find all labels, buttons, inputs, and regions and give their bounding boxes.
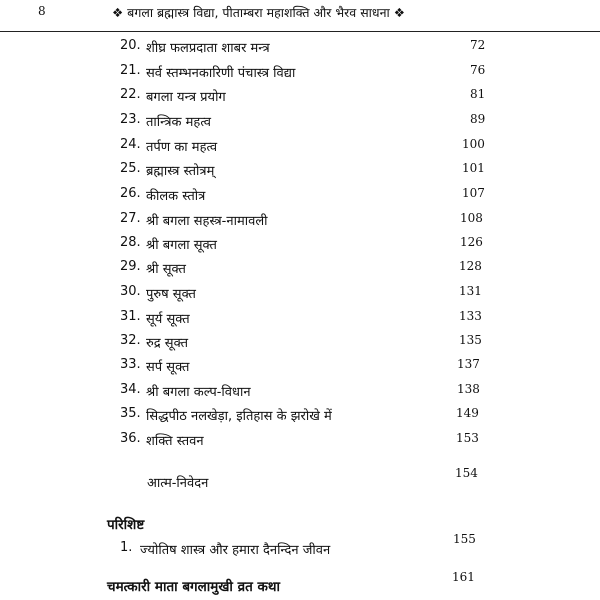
entry-page: 135 xyxy=(459,333,482,347)
toc-entry xyxy=(0,284,600,304)
entry-page: 81 xyxy=(470,87,486,101)
entry-page: 108 xyxy=(460,211,483,225)
toc-entry xyxy=(0,186,600,206)
entry-number: 29. xyxy=(120,259,141,274)
entry-title: तान्त्रिक महत्व xyxy=(146,115,212,130)
entry-page: 107 xyxy=(462,186,485,200)
entry-page: 128 xyxy=(459,259,482,273)
entry-title: श्री बगला सहस्त्र-नामावली xyxy=(146,214,268,229)
toc-entry xyxy=(0,357,600,377)
entry-title: श्री बगला कल्प-विधान xyxy=(146,385,251,400)
entry-page: 138 xyxy=(457,382,480,396)
entry-title: सूर्य सूक्त xyxy=(146,312,190,327)
toc-entry xyxy=(0,211,600,231)
entry-number: 23. xyxy=(120,112,141,127)
entry-title: पुरुष सूक्त xyxy=(146,287,196,302)
toc-entry xyxy=(0,259,600,279)
entry-title: सर्व स्तम्भनकारिणी पंचास्त्र विद्या xyxy=(146,66,296,81)
entry-page: 101 xyxy=(462,161,485,175)
entry-number: 24. xyxy=(120,137,141,152)
entry-page: 72 xyxy=(470,38,486,52)
toc-entry xyxy=(0,235,600,255)
entry-page: 153 xyxy=(456,431,479,445)
entry-title: तर्पण का महत्व xyxy=(146,140,218,155)
appendix-item-number: 1. xyxy=(120,540,133,555)
entry-number: 31. xyxy=(120,309,141,324)
entry-number: 27. xyxy=(120,211,141,226)
entry-number: 34. xyxy=(120,382,141,397)
entry-title: श्री बगला सूक्त xyxy=(146,238,217,253)
appendix-item-title: ज्योतिष शास्त्र और हमारा दैनन्दिन जीवन xyxy=(140,543,331,558)
appendix-item-page: 155 xyxy=(453,532,476,546)
atma-nivedan-title: आत्म-निवेदन xyxy=(147,476,209,491)
toc-entry xyxy=(0,38,600,58)
entry-title: सिद्धपीठ नलखेड़ा, इतिहास के झरोखे में xyxy=(146,409,332,424)
entry-number: 33. xyxy=(120,357,141,372)
toc-entry xyxy=(0,382,600,402)
entry-title: बगला यन्त्र प्रयोग xyxy=(146,90,226,105)
entry-number: 32. xyxy=(120,333,141,348)
entry-page: 100 xyxy=(462,137,485,151)
page-number: 8 xyxy=(38,4,46,18)
entry-page: 89 xyxy=(470,112,486,126)
entry-title: शीघ्र फलप्रदाता शाबर मन्त्र xyxy=(146,41,270,56)
toc-entry xyxy=(0,406,600,426)
entry-number: 30. xyxy=(120,284,141,299)
running-title: ❖ बगला ब्रह्मास्त्र विद्या, पीताम्बरा महाशक्ति और भैरव साधना ❖ xyxy=(112,5,405,20)
entry-page: 149 xyxy=(456,406,479,420)
toc-entry xyxy=(0,309,600,329)
entry-page: 133 xyxy=(459,309,482,323)
entry-number: 28. xyxy=(120,235,141,250)
toc-entry xyxy=(0,161,600,181)
entry-title: श्री सूक्त xyxy=(146,262,186,277)
entry-page: 126 xyxy=(460,235,483,249)
entry-title: कीलक स्तोत्र xyxy=(146,189,206,204)
toc-entry xyxy=(0,87,600,107)
entry-number: 22. xyxy=(120,87,141,102)
entry-title: सर्प सूक्त xyxy=(146,360,190,375)
toc-entry xyxy=(0,112,600,132)
vrat-katha-title: चमत्कारी माता बगलामुखी व्रत कथा xyxy=(107,579,280,595)
toc-entry xyxy=(0,431,600,451)
entry-number: 21. xyxy=(120,63,141,78)
vrat-katha-page: 161 xyxy=(452,570,475,584)
entry-number: 36. xyxy=(120,431,141,446)
appendix-heading: परिशिष्ट xyxy=(107,517,145,533)
toc-entry xyxy=(0,137,600,157)
entry-page: 137 xyxy=(457,357,480,371)
entry-number: 35. xyxy=(120,406,141,421)
atma-nivedan-page: 154 xyxy=(455,466,478,480)
entry-number: 20. xyxy=(120,38,141,53)
entry-title: ब्रह्मास्त्र स्तोत्रम् xyxy=(146,164,215,179)
entry-number: 25. xyxy=(120,161,141,176)
toc-entry xyxy=(0,333,600,353)
entry-number: 26. xyxy=(120,186,141,201)
entry-title: रुद्र सूक्त xyxy=(146,336,188,351)
entry-title: शक्ति स्तवन xyxy=(146,434,204,449)
entry-page: 76 xyxy=(470,63,486,77)
toc-entry xyxy=(0,63,600,83)
entry-page: 131 xyxy=(459,284,482,298)
